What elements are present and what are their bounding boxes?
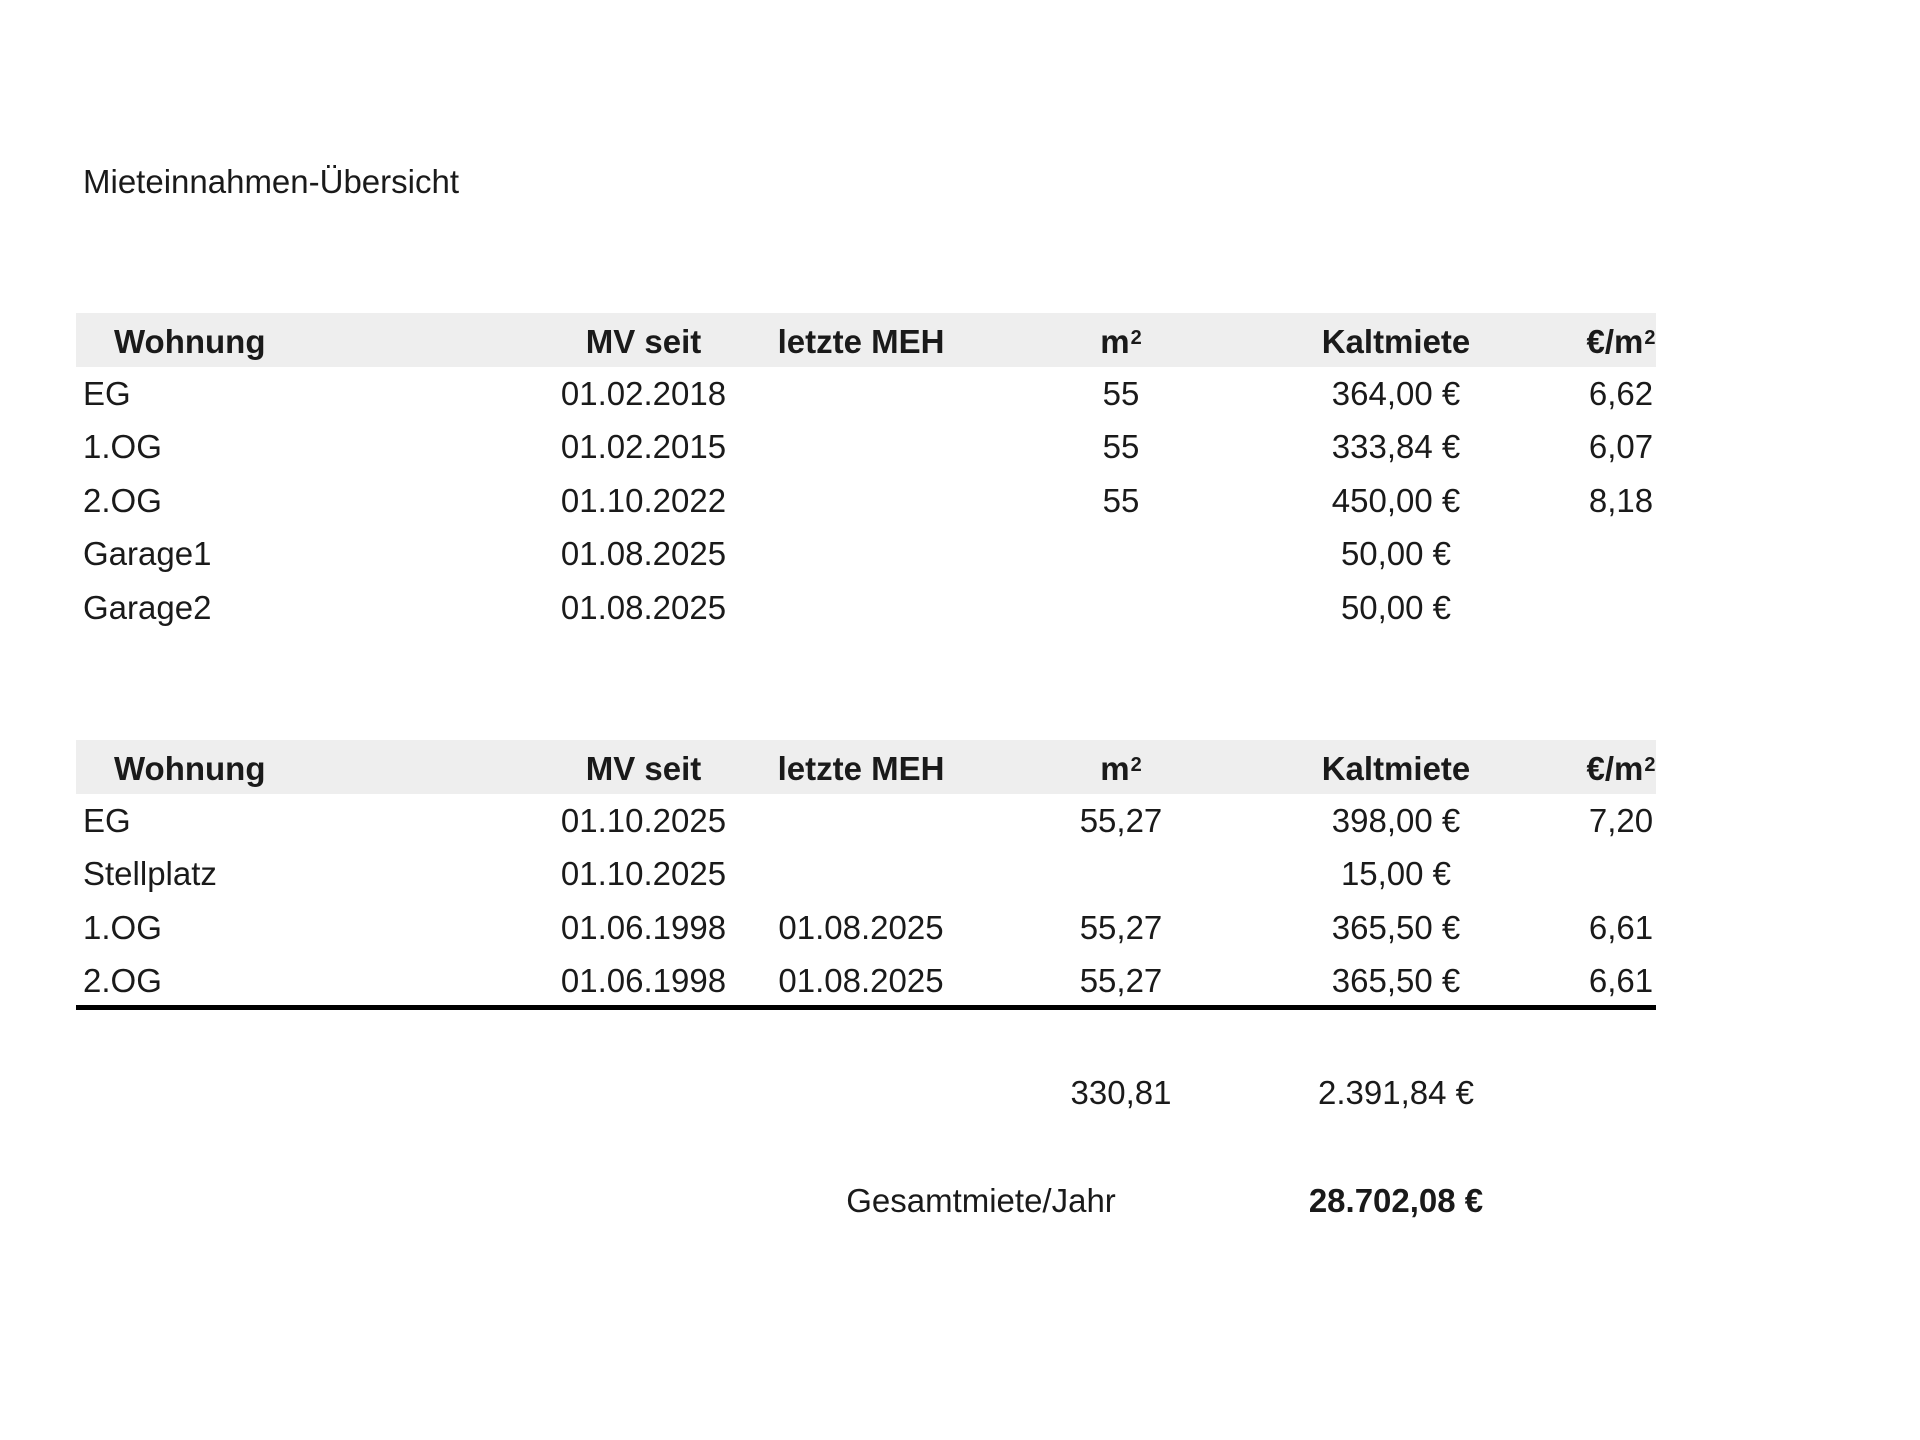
col-header-eur-per-m2	[1496, 742, 1746, 796]
cell-m2: 55	[1102, 481, 1140, 519]
totals-row	[76, 1068, 1656, 1118]
col-header-eur-m2-base: €/m	[1586, 323, 1644, 360]
cell-kaltmiete: 398,00 €	[1331, 801, 1461, 839]
col-header-eur-m2-exponent: 2	[1644, 753, 1656, 776]
cell-wohnung: Garage2	[83, 588, 212, 626]
col-header-eur-m2-base: €/m	[1586, 750, 1644, 787]
cell-mv-seit: 01.10.2025	[560, 855, 727, 893]
cell-mv-seit: 01.02.2018	[560, 374, 727, 412]
cell-m2: 55,27	[1079, 801, 1163, 839]
table-row	[76, 581, 1656, 635]
cell-mv-seit: 01.02.2015	[560, 428, 727, 466]
cell-kaltmiete: 365,50 €	[1331, 908, 1461, 946]
page-title: Mieteinnahmen-Übersicht	[83, 163, 460, 200]
cell-m2: 55,27	[1079, 962, 1163, 1000]
table-row	[76, 421, 1656, 475]
cell-letzte-meh	[756, 367, 966, 421]
col-header-m2-exponent: 2	[1130, 326, 1142, 349]
cell-letzte-meh	[756, 848, 966, 902]
cell-mv-seit: 01.06.1998	[560, 908, 727, 946]
cell-eur-per-m2: 6,62	[1588, 374, 1654, 412]
table-row	[76, 955, 1656, 1009]
cell-kaltmiete: 50,00 €	[1340, 588, 1452, 626]
total-m2: 330,81	[1070, 1074, 1172, 1111]
cell-mv-seit: 01.10.2022	[560, 481, 727, 519]
table-row	[76, 528, 1656, 582]
cell-letzte-meh	[756, 528, 966, 582]
col-header-letzte-meh: letzte MEH	[777, 323, 945, 360]
grand-total-label: Gesamtmiete/Jahr	[846, 1182, 1116, 1219]
cell-eur-per-m2	[1496, 528, 1746, 582]
cell-kaltmiete: 333,84 €	[1331, 428, 1461, 466]
cell-mv-seit: 01.10.2025	[560, 801, 727, 839]
table-header	[76, 313, 1656, 367]
col-header-letzte-meh: letzte MEH	[777, 750, 945, 787]
cell-eur-per-m2: 8,18	[1588, 481, 1654, 519]
cell-eur-per-m2	[1496, 581, 1746, 635]
grand-total-value: 28.702,08 €	[1308, 1182, 1484, 1219]
cell-m2	[1031, 848, 1211, 902]
cell-letzte-meh	[756, 581, 966, 635]
col-header-m2-exponent: 2	[1130, 753, 1142, 776]
col-header-m2	[1031, 742, 1211, 796]
table-header	[76, 740, 1656, 794]
col-header-m2	[1031, 315, 1211, 369]
cell-kaltmiete: 450,00 €	[1331, 481, 1461, 519]
table-row	[76, 794, 1656, 848]
rent-table-new	[76, 740, 1656, 1008]
cell-letzte-meh	[756, 421, 966, 475]
col-header-m2-base: m	[1100, 323, 1130, 360]
cell-letzte-meh: 01.08.2025	[778, 962, 944, 1000]
cell-m2: 55	[1102, 428, 1140, 466]
cell-wohnung: Garage1	[83, 535, 212, 573]
cell-eur-per-m2: 6,07	[1588, 428, 1654, 466]
total-kaltmiete: 2.391,84 €	[1318, 1074, 1474, 1111]
table-row	[76, 367, 1656, 421]
cell-eur-per-m2: 6,61	[1588, 962, 1654, 1000]
cell-kaltmiete: 15,00 €	[1340, 855, 1452, 893]
cell-wohnung: EG	[83, 801, 131, 839]
cell-m2: 55,27	[1079, 908, 1163, 946]
table-row	[76, 848, 1656, 902]
cell-m2: 55	[1102, 374, 1140, 412]
cell-letzte-meh	[756, 474, 966, 528]
cell-kaltmiete: 364,00 €	[1331, 374, 1461, 412]
cell-mv-seit: 01.06.1998	[560, 962, 727, 1000]
table-row	[76, 901, 1656, 955]
grand-total-row	[76, 1176, 1656, 1226]
col-header-mv-seit: MV seit	[585, 323, 702, 360]
col-header-eur-per-m2	[1496, 315, 1746, 369]
col-header-m2-base: m	[1100, 750, 1130, 787]
col-header-mv-seit: MV seit	[585, 750, 702, 787]
cell-wohnung: Stellplatz	[83, 855, 217, 893]
cell-m2	[1031, 581, 1211, 635]
cell-wohnung: 2.OG	[83, 481, 162, 519]
cell-wohnung: 1.OG	[83, 428, 162, 466]
cell-wohnung: 2.OG	[83, 962, 162, 1000]
cell-wohnung: 1.OG	[83, 908, 162, 946]
col-header-wohnung: Wohnung	[114, 323, 266, 360]
rent-table-current	[76, 313, 1656, 635]
col-header-kaltmiete: Kaltmiete	[1321, 323, 1471, 360]
cell-eur-per-m2: 6,61	[1588, 908, 1654, 946]
cell-m2	[1031, 528, 1211, 582]
col-header-wohnung: Wohnung	[114, 750, 266, 787]
cell-letzte-meh	[756, 794, 966, 848]
cell-letzte-meh: 01.08.2025	[778, 908, 944, 946]
cell-eur-per-m2: 7,20	[1588, 801, 1654, 839]
cell-kaltmiete: 365,50 €	[1331, 962, 1461, 1000]
cell-kaltmiete: 50,00 €	[1340, 535, 1452, 573]
cell-mv-seit: 01.08.2025	[560, 535, 727, 573]
col-header-eur-m2-exponent: 2	[1644, 326, 1656, 349]
cell-eur-per-m2	[1496, 848, 1746, 902]
table-bottom-rule	[76, 1005, 1656, 1010]
cell-mv-seit: 01.08.2025	[560, 588, 727, 626]
cell-wohnung: EG	[83, 374, 131, 412]
table-row	[76, 474, 1656, 528]
col-header-kaltmiete: Kaltmiete	[1321, 750, 1471, 787]
